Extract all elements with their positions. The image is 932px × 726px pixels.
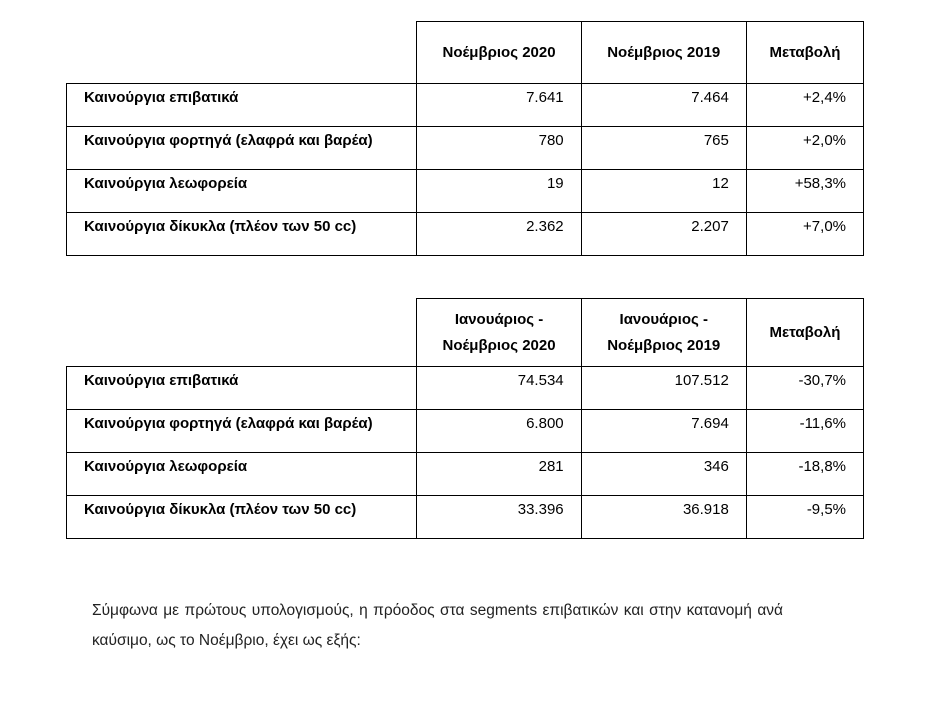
value-change: -18,8% [746,453,863,496]
header-line: Νοέμβριος 2020 [442,336,556,354]
value-2020: 7.641 [417,84,581,127]
value-2019: 765 [581,127,746,170]
value-2019: 346 [581,453,746,496]
table-row [67,84,864,127]
value-2019: 7.694 [581,410,746,453]
row-label: Καινούργια δίκυκλα (πλέον των 50 cc) [67,496,417,539]
table-row [67,496,864,539]
value-change: +7,0% [746,213,863,256]
row-label: Καινούργια φορτηγά (ελαφρά και βαρέα) [67,410,417,453]
ytd-stats-table [66,298,864,539]
header-line: Νοέμβριος 2019 [607,336,721,354]
value-2020: 780 [417,127,581,170]
header-empty-cell [67,22,417,84]
table-row [67,367,864,410]
row-label: Καινούργια επιβατικά [67,84,417,127]
row-label: Καινούργια επιβατικά [67,367,417,410]
body-paragraph: Σύμφωνα με πρώτους υπολογισμούς, η πρόοδος στα segments επιβατικών και στην κατανομή ανά καύσιμο, ως το Νοέμβριο, έχει ως εξής: [92,601,783,649]
value-2019: 107.512 [581,367,746,410]
value-2019: 2.207 [581,213,746,256]
value-2019: 7.464 [581,84,746,127]
table-header-row [67,299,864,367]
value-2020: 281 [417,453,581,496]
value-2020: 74.534 [417,367,581,410]
table-row [67,127,864,170]
row-label: Καινούργια λεωφορεία [67,453,417,496]
header-jan-nov-2019 [581,299,746,367]
table-row [67,453,864,496]
value-2020: 33.396 [417,496,581,539]
value-change: -11,6% [746,410,863,453]
header-line: Ιανουάριος - [619,310,708,328]
header-change: Μεταβολή [746,299,863,367]
value-change: +2,0% [746,127,863,170]
value-2020: 19 [417,170,581,213]
header-november-2020: Νοέμβριος 2020 [417,22,581,84]
table-header-row [67,22,864,84]
value-2020: 6.800 [417,410,581,453]
value-change: -30,7% [746,367,863,410]
header-november-2019: Νοέμβριος 2019 [581,22,746,84]
header-empty-cell [67,299,417,367]
table-row [67,170,864,213]
table-row [67,410,864,453]
value-change: +2,4% [746,84,863,127]
row-label: Καινούργια λεωφορεία [67,170,417,213]
header-line: Ιανουάριος - [454,310,544,328]
table-row [67,213,864,256]
value-change: -9,5% [746,496,863,539]
row-label: Καινούργια δίκυκλα (πλέον των 50 cc) [67,213,417,256]
value-2019: 12 [581,170,746,213]
row-label: Καινούργια φορτηγά (ελαφρά και βαρέα) [67,127,417,170]
value-2019: 36.918 [581,496,746,539]
november-stats-table [66,21,864,256]
header-change: Μεταβολή [746,22,863,84]
value-change: +58,3% [746,170,863,213]
value-2020: 2.362 [417,213,581,256]
header-jan-nov-2020 [417,299,581,367]
